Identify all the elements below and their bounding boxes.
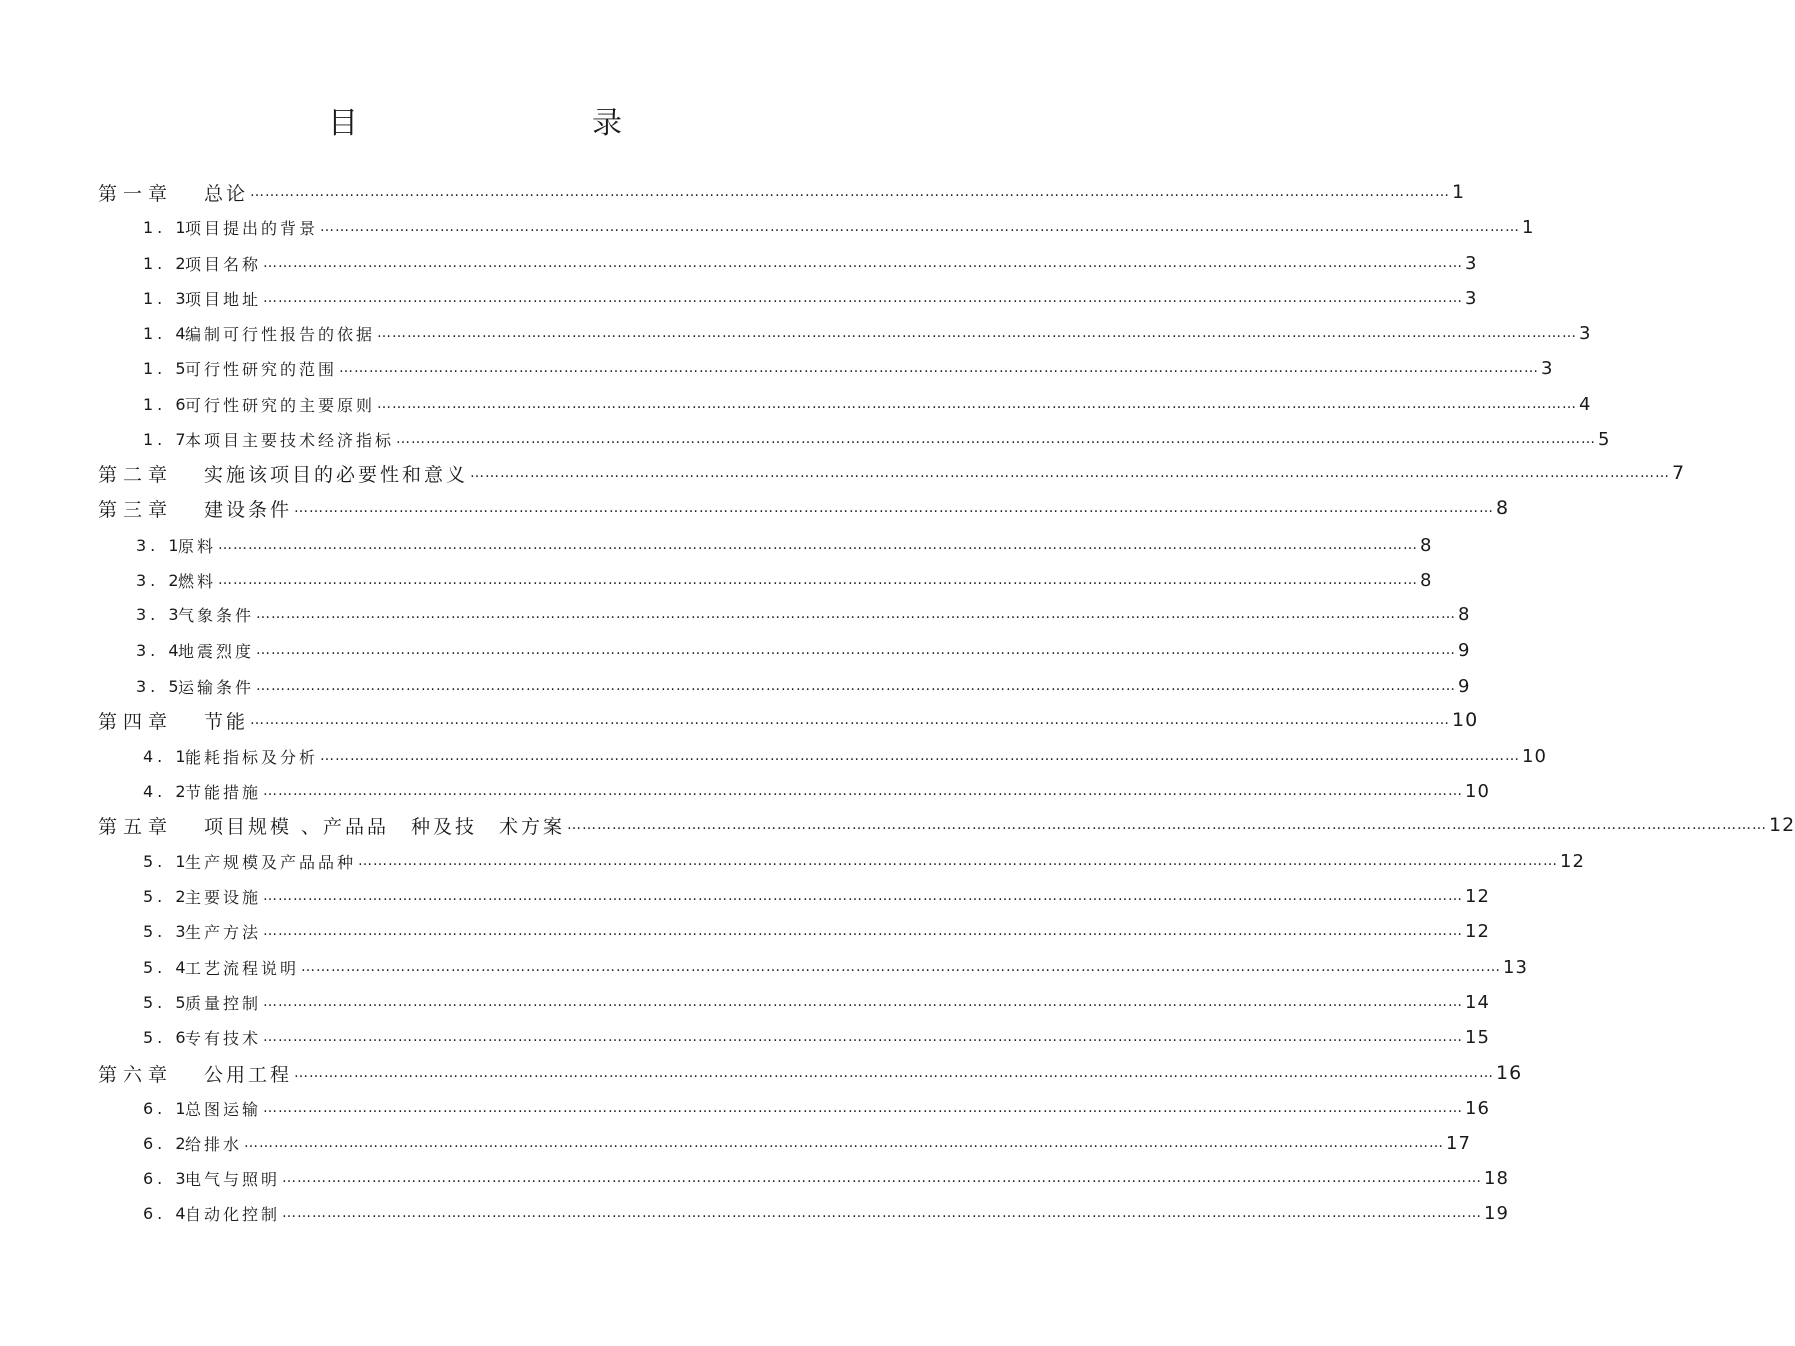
toc-entry-number: 第三章	[98, 498, 174, 521]
toc-section-entry	[143, 284, 1478, 312]
toc-entry-number: 5. 6	[143, 1027, 190, 1047]
toc-chapter-entry	[98, 459, 1686, 487]
toc-chapter-entry	[98, 178, 1466, 206]
toc-page-number: 9	[1458, 639, 1471, 661]
toc-page-number: 13	[1503, 956, 1528, 978]
toc-entry-title: 实施该项目的必要性和意义	[204, 463, 469, 486]
toc-page-number: 16	[1496, 1062, 1523, 1084]
toc-entry-number: 第二章	[98, 463, 174, 486]
toc-page-number: 12	[1769, 814, 1795, 836]
toc-section-entry	[143, 953, 1528, 981]
toc-entry-number: 3. 2	[136, 570, 183, 590]
toc-section-entry	[143, 742, 1547, 770]
toc-page-number: 18	[1484, 1167, 1509, 1189]
toc-entry-title: 项目地址	[185, 289, 262, 309]
toc-entry-number: 1. 6	[143, 394, 190, 414]
toc-section-entry	[143, 1023, 1490, 1051]
toc-leader-dots: ……………………………………………………………………………………………………………………………………………………………………………………………………………………	[358, 853, 1559, 869]
toc-entry-number: 4. 2	[143, 781, 190, 801]
toc-leader-dots: ……………………………………………………………………………………………………………………………………………………………………………………………………………………	[256, 642, 1457, 658]
toc-leader-dots: ……………………………………………………………………………………………………………………………………………………………………………………………………………………	[294, 500, 1495, 516]
toc-entry-number: 5. 3	[143, 921, 190, 941]
toc-page-number: 9	[1458, 675, 1471, 697]
toc-page-number: 19	[1484, 1202, 1509, 1224]
toc-leader-dots: ……………………………………………………………………………………………………………………………………………………………………………………………………………………	[396, 431, 1597, 447]
toc-section-entry	[143, 390, 1592, 418]
toc-section-entry	[143, 1094, 1490, 1122]
toc-page-number: 7	[1672, 462, 1686, 484]
toc-entry-number: 1. 3	[143, 288, 190, 308]
toc-entry-title: 给排水	[185, 1134, 243, 1154]
toc-leader-dots: ……………………………………………………………………………………………………………………………………………………………………………………………………………………	[250, 184, 1451, 200]
toc-entry-number: 5. 4	[143, 957, 190, 977]
toc-page-number: 3	[1541, 357, 1554, 379]
toc-section-entry	[136, 566, 1433, 594]
toc-leader-dots: ……………………………………………………………………………………………………………………………………………………………………………………………………………………	[377, 396, 1578, 412]
toc-page-number: 8	[1420, 534, 1433, 556]
toc-leader-dots: ……………………………………………………………………………………………………………………………………………………………………………………………………………………	[263, 1029, 1464, 1045]
toc-entry-title: 建设条件	[204, 498, 293, 521]
toc-section-entry	[143, 847, 1585, 875]
toc-page-number: 16	[1465, 1097, 1490, 1119]
toc-entry-title: 可行性研究的范围	[185, 359, 338, 379]
toc-leader-dots: ……………………………………………………………………………………………………………………………………………………………………………………………………………………	[256, 678, 1457, 694]
toc-entry-title: 编制可行性报告的依据	[185, 324, 376, 344]
toc-section-entry	[136, 600, 1471, 628]
toc-page-number: 14	[1465, 991, 1490, 1013]
toc-entry-number: 3. 1	[136, 535, 183, 555]
toc-chapter-entry	[98, 811, 1795, 839]
toc-entry-title: 生产方法	[185, 922, 262, 942]
toc-entry-number: 1. 5	[143, 358, 190, 378]
toc-page-number: 3	[1465, 287, 1478, 309]
toc-leader-dots: ……………………………………………………………………………………………………………………………………………………………………………………………………………………	[263, 255, 1464, 271]
toc-entry-title: 能耗指标及分析	[185, 747, 319, 767]
toc-entry-title: 节能措施	[185, 782, 262, 802]
toc-section-entry	[143, 354, 1554, 382]
toc-entry-number: 3. 4	[136, 640, 183, 660]
toc-entry-title: 运输条件	[178, 677, 255, 697]
toc-entry-title: 自动化控制	[185, 1204, 281, 1224]
toc-page-number: 8	[1458, 603, 1471, 625]
toc-entry-number: 5. 1	[143, 851, 190, 871]
toc-page-number: 12	[1465, 885, 1490, 907]
toc-entry-title: 可行性研究的主要原则	[185, 395, 376, 415]
toc-section-entry	[143, 1129, 1471, 1157]
toc-leader-dots: ……………………………………………………………………………………………………………………………………………………………………………………………………………………	[218, 537, 1419, 553]
toc-leader-dots: ……………………………………………………………………………………………………………………………………………………………………………………………………………………	[263, 923, 1464, 939]
toc-page-number: 12	[1465, 920, 1490, 942]
toc-entry-title: 电气与照明	[185, 1169, 281, 1189]
toc-page-number: 1	[1452, 181, 1466, 203]
toc-entry-title: 燃料	[178, 571, 217, 591]
toc-section-entry	[143, 1199, 1509, 1227]
toc-title: 目 录	[328, 106, 680, 141]
toc-entry-title: 工艺流程说明	[185, 958, 300, 978]
toc-entry-title: 专有技术	[185, 1028, 262, 1048]
toc-leader-dots: ……………………………………………………………………………………………………………………………………………………………………………………………………………………	[256, 606, 1457, 622]
toc-leader-dots: ……………………………………………………………………………………………………………………………………………………………………………………………………………………	[339, 360, 1540, 376]
toc-entry-number: 第六章	[98, 1063, 174, 1086]
toc-entry-number: 6. 3	[143, 1168, 190, 1188]
toc-entry-title: 总论	[204, 182, 249, 205]
toc-entry-number: 第五章	[98, 815, 174, 838]
toc-leader-dots: ……………………………………………………………………………………………………………………………………………………………………………………………………………………	[470, 465, 1671, 481]
toc-entry-title: 公用工程	[204, 1063, 293, 1086]
toc-chapter-entry	[98, 706, 1479, 734]
toc-entry-number: 6. 4	[143, 1203, 190, 1223]
toc-entry-number: 3. 3	[136, 604, 183, 624]
toc-page-number: 15	[1465, 1026, 1490, 1048]
toc-chapter-entry	[98, 1059, 1523, 1087]
toc-entry-number: 6. 1	[143, 1098, 190, 1118]
toc-leader-dots: ……………………………………………………………………………………………………………………………………………………………………………………………………………………	[320, 219, 1521, 235]
toc-page-number: 10	[1465, 780, 1490, 802]
toc-entry-title: 主要设施	[185, 887, 262, 907]
toc-entry-title: 气象条件	[178, 605, 255, 625]
toc-page-number: 5	[1598, 428, 1611, 450]
toc-entry-number: 4. 1	[143, 746, 190, 766]
toc-entry-title: 生产规模及产品品种	[185, 852, 357, 872]
toc-leader-dots: ……………………………………………………………………………………………………………………………………………………………………………………………………………………	[377, 325, 1578, 341]
toc-entry-title: 节能	[204, 710, 249, 733]
toc-entry-number: 第一章	[98, 182, 174, 205]
toc-page-number: 8	[1420, 569, 1433, 591]
toc-entry-title: 总图运输	[185, 1099, 262, 1119]
toc-entry-title: 项目规模 、产品品 种及技 术方案	[204, 815, 566, 838]
toc-page-number: 17	[1446, 1132, 1471, 1154]
toc-page-number: 10	[1452, 709, 1479, 731]
toc-leader-dots: ……………………………………………………………………………………………………………………………………………………………………………………………………………………	[244, 1135, 1445, 1151]
toc-entry-number: 6. 2	[143, 1133, 190, 1153]
toc-section-entry	[136, 636, 1471, 664]
toc-page-number: 3	[1579, 322, 1592, 344]
toc-section-entry	[143, 213, 1535, 241]
toc-entry-title: 本项目主要技术经济指标	[185, 430, 395, 450]
toc-page-number: 12	[1560, 850, 1585, 872]
toc-section-entry	[136, 672, 1471, 700]
toc-leader-dots: ……………………………………………………………………………………………………………………………………………………………………………………………………………………	[263, 1100, 1464, 1116]
toc-leader-dots: ……………………………………………………………………………………………………………………………………………………………………………………………………………………	[263, 290, 1464, 306]
toc-leader-dots: ……………………………………………………………………………………………………………………………………………………………………………………………………………………	[282, 1170, 1483, 1186]
toc-section-entry	[143, 777, 1490, 805]
toc-entry-number: 5. 2	[143, 886, 190, 906]
toc-entry-title: 项目名称	[185, 254, 262, 274]
toc-leader-dots: ……………………………………………………………………………………………………………………………………………………………………………………………………………………	[263, 888, 1464, 904]
toc-page-number: 1	[1522, 216, 1535, 238]
toc-entry-title: 地震烈度	[178, 641, 255, 661]
toc-leader-dots: ……………………………………………………………………………………………………………………………………………………………………………………………………………………	[301, 959, 1502, 975]
toc-entry-title: 项目提出的背景	[185, 218, 319, 238]
toc-leader-dots: ……………………………………………………………………………………………………………………………………………………………………………………………………………………	[567, 817, 1768, 833]
toc-section-entry	[143, 988, 1490, 1016]
toc-entry-number: 5. 5	[143, 992, 190, 1012]
toc-section-entry	[143, 319, 1592, 347]
toc-section-entry	[143, 425, 1611, 453]
toc-section-entry	[143, 249, 1478, 277]
toc-entry-title: 原料	[178, 536, 217, 556]
toc-leader-dots: ……………………………………………………………………………………………………………………………………………………………………………………………………………………	[263, 994, 1464, 1010]
toc-section-entry	[136, 531, 1433, 559]
toc-leader-dots: ……………………………………………………………………………………………………………………………………………………………………………………………………………………	[294, 1065, 1495, 1081]
toc-entry-number: 1. 1	[143, 217, 190, 237]
toc-page-number: 8	[1496, 497, 1510, 519]
toc-entry-number: 3. 5	[136, 676, 183, 696]
toc-page-number: 10	[1522, 745, 1547, 767]
toc-leader-dots: ……………………………………………………………………………………………………………………………………………………………………………………………………………………	[218, 572, 1419, 588]
toc-leader-dots: ……………………………………………………………………………………………………………………………………………………………………………………………………………………	[282, 1205, 1483, 1221]
toc-entry-number: 1. 2	[143, 253, 190, 273]
toc-page-number: 3	[1465, 252, 1478, 274]
toc-entry-number: 1. 7	[143, 429, 190, 449]
toc-leader-dots: ……………………………………………………………………………………………………………………………………………………………………………………………………………………	[320, 748, 1521, 764]
toc-section-entry	[143, 1164, 1509, 1192]
toc-entry-title: 质量控制	[185, 993, 262, 1013]
toc-section-entry	[143, 917, 1490, 945]
toc-entry-number: 第四章	[98, 710, 174, 733]
toc-chapter-entry	[98, 494, 1510, 522]
toc-leader-dots: ……………………………………………………………………………………………………………………………………………………………………………………………………………………	[263, 783, 1464, 799]
toc-entry-number: 1. 4	[143, 323, 190, 343]
toc-section-entry	[143, 882, 1490, 910]
toc-page-number: 4	[1579, 393, 1592, 415]
toc-leader-dots: ……………………………………………………………………………………………………………………………………………………………………………………………………………………	[250, 712, 1451, 728]
